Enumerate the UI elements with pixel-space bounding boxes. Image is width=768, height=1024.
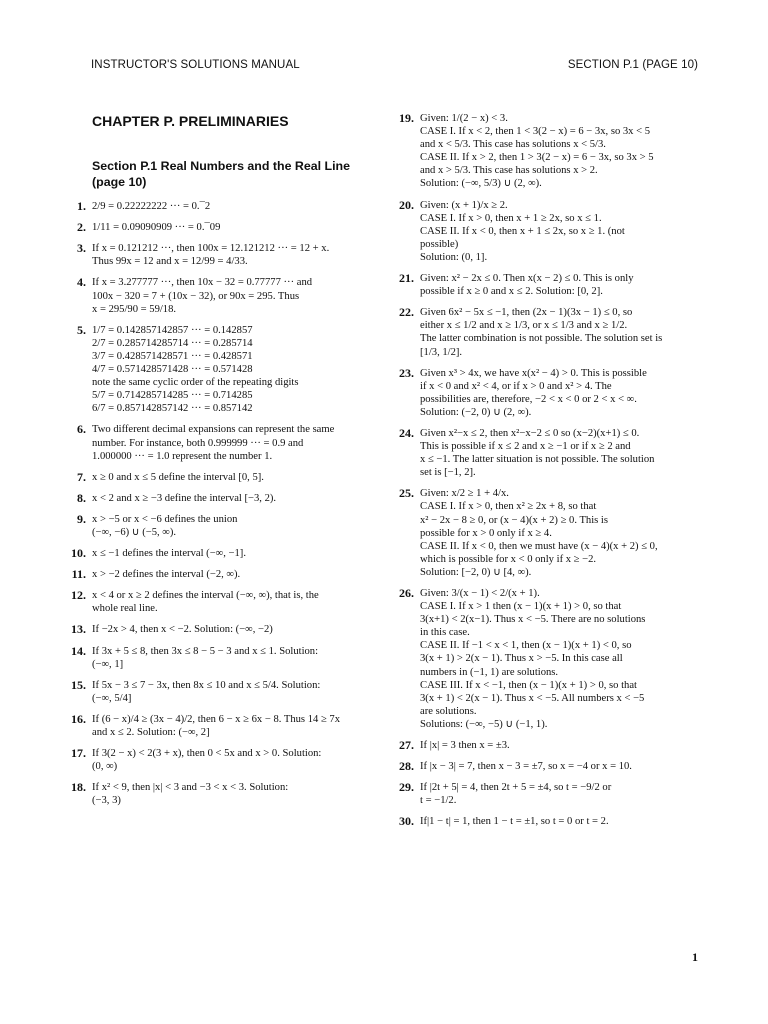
problem-line: CASE III. If x < −1, then (x − 1)(x + 1) > 0, so that (420, 679, 637, 691)
problem-number: 8. (77, 490, 86, 505)
problem-line: Given x³ > 4x, we have x(x² − 4) > 0. This is possible (420, 367, 647, 379)
problem-line: 3(x + 1) > 2(x − 1). Thus x > −5. In this case all (420, 653, 623, 665)
problem-number: 16. (71, 711, 86, 726)
problem-item (390, 587, 700, 731)
problem-line: If|1 − t| = 1, then 1 − t = ±1, so t = 0 or t = 2. (420, 816, 609, 828)
problem-line: The latter combination is not possible. The solution set is (420, 333, 663, 345)
problem-item (390, 739, 700, 752)
problem-number: 10. (71, 546, 86, 561)
left-problem-list (62, 200, 368, 807)
problem-line: x < 2 and x ≥ −3 define the interval [−3, 2). (92, 492, 277, 504)
problem-line: either x ≤ 1/2 and x ≥ 1/3, or x ≤ 1/3 and x ≥ 1/2. (420, 320, 628, 332)
problem-line: (0, ∞) (92, 761, 118, 773)
problem-item (62, 471, 368, 484)
problem-line: and x > 5/3. This case has solutions x > 2. (420, 165, 598, 177)
problem-line: 4/7 = 0.571428571428 ··· = 0.571428 (92, 364, 253, 376)
problem-line: x > −2 defines the interval (−2, ∞). (92, 569, 241, 581)
problem-line: possible) (420, 238, 459, 250)
problem-line: If 5x − 3 ≤ 7 − 3x, then 8x ≤ 10 and x ≤ 5/4. Solution: (92, 679, 321, 691)
problem-line: Solution: [−2, 0) ∪ [4, ∞). (420, 566, 532, 578)
problem-line: set is [−1, 2]. (420, 467, 476, 479)
problem-line: Given: 1/(2 − x) < 3. (420, 113, 508, 124)
problem-line: 2/9 = 0.22222222 ··· = 0.¯2 (92, 201, 211, 213)
problem-item (390, 272, 700, 298)
problem-line: x ≤ −1 defines the interval (−∞, −1]. (92, 548, 246, 560)
problem-line: if x < 0 and x² < 4, or if x > 0 and x² > 4. The (420, 380, 612, 392)
problem-line: Thus 99x = 12 and x = 12/99 = 4/33. (92, 256, 248, 268)
problem-number: 11. (71, 567, 86, 582)
problem-item (62, 423, 368, 462)
problem-number: 1. (77, 199, 86, 214)
problem-line: 6/7 = 0.857142857142 ··· = 0.857142 (92, 403, 253, 415)
problem-number: 22. (399, 305, 414, 320)
problem-number: 15. (71, 677, 86, 692)
problem-number: 9. (77, 511, 86, 526)
problem-line: t = −1/2. (420, 795, 457, 807)
problem-number: 25. (399, 486, 414, 501)
problem-line: x² − 2x − 8 ≥ 0, or (x − 4)(x + 2) ≥ 0. This is (420, 514, 608, 526)
problem-item (62, 713, 368, 739)
problem-line: CASE II. If −1 < x < 1, then (x − 1)(x + 1) < 0, so (420, 640, 632, 652)
problem-line: 3(x+1) < 2(x−1). Thus x < −5. There are no solutions (420, 614, 646, 626)
problem-line: Solutions: (−∞, −5) ∪ (−1, 1). (420, 718, 548, 730)
problem-item (62, 679, 368, 705)
problem-number: 4. (77, 275, 86, 290)
problem-line: If (6 − x)/4 ≥ (3x − 4)/2, then 6 − x ≥ 6x − 8. Thus 14 ≥ 7x (92, 713, 340, 725)
problem-line: x > −5 or x < −6 defines the union (92, 513, 238, 525)
problem-number: 2. (77, 220, 86, 235)
problem-line: If x = 3.277777 ···, then 10x − 32 = 0.77777 ··· and (92, 277, 313, 289)
problem-line: which is possible for x < 0 only if x ≥ −2. (420, 553, 597, 565)
problem-item (62, 589, 368, 615)
problem-line: This is possible if x ≤ 2 and x ≥ −1 or if x ≥ 2 and (420, 441, 631, 453)
problem-line: x ≤ −1. The latter situation is not possible. The solution (420, 454, 655, 466)
running-header-left: INSTRUCTOR'S SOLUTIONS MANUAL (91, 59, 300, 71)
problem-line: Given: x/2 ≥ 1 + 4/x. (420, 488, 509, 500)
problem-line: 3/7 = 0.428571428571 ··· = 0.428571 (92, 350, 253, 362)
problem-line: 1.000000 ··· = 1.0 represent the number 1. (92, 450, 273, 462)
problem-line: and x < 5/3. This case has solutions x < 5/3. (420, 139, 606, 151)
problem-item (62, 547, 368, 560)
problem-number: 28. (399, 759, 414, 774)
problem-line: (−∞, 5/4] (92, 692, 132, 704)
problem-line: in this case. (420, 627, 470, 639)
problem-number: 19. (399, 111, 414, 125)
problem-item (62, 276, 368, 315)
problem-line: If x² < 9, then |x| < 3 and −3 < x < 3. Solution: (92, 782, 289, 794)
right-column (390, 112, 700, 837)
problem-number: 5. (77, 322, 86, 337)
problem-item (62, 623, 368, 636)
problem-line: Two different decimal expansions can represent the same (92, 424, 335, 436)
problem-line: If |2t + 5| = 4, then 2t + 5 = ±4, so t = −9/2 or (420, 782, 612, 794)
problem-number: 29. (399, 780, 414, 795)
problem-line: CASE I. If x > 0, then x² ≥ 2x + 8, so that (420, 501, 597, 513)
problem-number: 6. (77, 422, 86, 437)
problem-line: Given x²−x ≤ 2, then x²−x−2 ≤ 0 so (x−2)(x+1) ≤ 0. (420, 427, 640, 439)
problem-line: [1/3, 1/2]. (420, 346, 463, 358)
problem-line: possibilities are, therefore, −2 < x < 0 or 2 < x < ∞. (420, 393, 637, 405)
problem-line: If 3(2 − x) < 2(3 + x), then 0 < 5x and x > 0. Solution: (92, 748, 322, 760)
problem-item (62, 492, 368, 505)
problem-line: x < 4 or x ≥ 2 defines the interval (−∞, ∞), that is, the (92, 590, 319, 602)
problem-line: CASE I. If x > 1 then (x − 1)(x + 1) > 0, so that (420, 601, 622, 613)
problem-line: (−∞, 1] (92, 658, 124, 670)
right-problem-list (390, 112, 700, 829)
problem-line: 2/7 = 0.285714285714 ··· = 0.285714 (92, 337, 253, 349)
problem-line: 1/7 = 0.142857142857 ··· = 0.142857 (92, 324, 253, 336)
problem-line: CASE I. If x < 2, then 1 < 3(2 − x) = 6 − 3x, so 3x < 5 (420, 126, 651, 138)
problem-item (62, 242, 368, 268)
problem-number: 20. (399, 197, 414, 212)
problem-number: 3. (77, 241, 86, 256)
problem-item (390, 306, 700, 358)
problem-line: CASE I. If x > 0, then x + 1 ≥ 2x, so x ≤ 1. (420, 212, 602, 224)
problem-item (62, 513, 368, 539)
problem-line: Given: (x + 1)/x ≥ 2. (420, 199, 508, 211)
problem-number: 12. (71, 588, 86, 603)
problem-line: 5/7 = 0.714285714285 ··· = 0.714285 (92, 390, 253, 402)
problem-line: numbers in (−1, 1) are solutions. (420, 666, 559, 678)
problem-line: note the same cyclic order of the repeating digits (92, 377, 299, 389)
problem-line: x = 295/90 = 59/18. (92, 303, 177, 315)
problem-line: Solution: (0, 1]. (420, 251, 488, 263)
problem-line: possible if x ≥ 0 and x ≤ 2. Solution: [0, 2]. (420, 286, 603, 298)
problem-item (390, 112, 700, 191)
problem-item (390, 427, 700, 479)
problem-line: are solutions. (420, 705, 477, 717)
problem-line: (−3, 3) (92, 795, 121, 807)
problem-line: If 3x + 5 ≤ 8, then 3x ≤ 8 − 5 − 3 and x ≤ 1. Solution: (92, 645, 319, 657)
problem-line: 100x − 320 = 7 + (10x − 32), or 90x = 295. Thus (92, 290, 300, 302)
problem-item (62, 747, 368, 773)
problem-line: Given 6x² − 5x ≤ −1, then (2x − 1)(3x − 1) ≤ 0, so (420, 307, 633, 319)
chapter-title: CHAPTER P. PRELIMINARIES (92, 113, 289, 129)
problem-line: Solution: (−2, 0) ∪ (2, ∞). (420, 406, 532, 418)
problem-number: 21. (399, 271, 414, 286)
problem-line: 3(x + 1) < 2(x − 1). Thus x < −5. All numbers x < −5 (420, 692, 645, 704)
problem-number: 24. (399, 425, 414, 440)
section-title-line: Section P.1 Real Numbers and the Real Line (92, 159, 350, 174)
problem-line: 1/11 = 0.09090909 ··· = 0.¯09 (92, 222, 221, 234)
problem-number: 14. (71, 643, 86, 658)
problem-item (62, 568, 368, 581)
problem-line: CASE II. If x < 0, then we must have (x − 4)(x + 2) ≤ 0, (420, 540, 658, 552)
problem-number: 7. (77, 469, 86, 484)
left-column (62, 112, 368, 815)
problem-line: If |x| = 3 then x = ±3. (420, 740, 510, 752)
problem-line: x ≥ 0 and x ≤ 5 define the interval [0, 5]. (92, 471, 264, 483)
problem-item (390, 781, 700, 807)
problem-line: and x ≤ 2. Solution: (−∞, 2] (92, 727, 210, 738)
problem-item (390, 760, 700, 773)
problem-line: whole real line. (92, 603, 158, 615)
problem-item (390, 487, 700, 579)
problem-item (62, 645, 368, 671)
problem-line: If −2x > 4, then x < −2. Solution: (−∞, −2) (92, 624, 273, 636)
running-header-right: SECTION P.1 (PAGE 10) (567, 59, 698, 71)
problem-item (62, 781, 368, 807)
problem-number: 18. (71, 780, 86, 795)
problem-item (390, 815, 700, 828)
problem-number: 13. (71, 622, 86, 637)
problem-line: CASE II. If x > 2, then 1 > 3(2 − x) = 6 − 3x, so 3x > 5 (420, 152, 654, 164)
problem-number: 27. (399, 738, 414, 753)
problem-item (62, 324, 368, 416)
problem-line: Given: x² − 2x ≤ 0. Then x(x − 2) ≤ 0. This is only (420, 273, 634, 285)
problem-number: 30. (399, 814, 414, 829)
problem-line: Given: 3/(x − 1) < 2/(x + 1). (420, 588, 540, 599)
section-title-line: (page 10) (92, 175, 147, 190)
problem-number: 26. (399, 586, 414, 600)
problem-line: possible for x > 0 only if x ≥ 4. (420, 527, 552, 539)
problem-line: If x = 0.121212 ···, then 100x = 12.121212 ··· = 12 + x. (92, 243, 330, 255)
problem-number: 17. (71, 746, 86, 761)
problem-line: Solution: (−∞, 5/3) ∪ (2, ∞). (420, 178, 542, 190)
problem-item (62, 200, 368, 213)
problem-item (62, 221, 368, 234)
problem-item (390, 367, 700, 419)
problem-line: (−∞, −6) ∪ (−5, ∞). (92, 526, 177, 538)
section-title (92, 158, 368, 190)
problem-line: number. For instance, both 0.999999 ··· = 0.9 and (92, 437, 304, 449)
problem-line: CASE II. If x < 0, then x + 1 ≤ 2x, so x ≥ 1. (not (420, 225, 625, 237)
problem-item (390, 199, 700, 264)
problem-number: 23. (399, 365, 414, 380)
page-number: 1 (692, 950, 698, 964)
problem-line: If |x − 3| = 7, then x − 3 = ±7, so x = −4 or x = 10. (420, 761, 632, 773)
